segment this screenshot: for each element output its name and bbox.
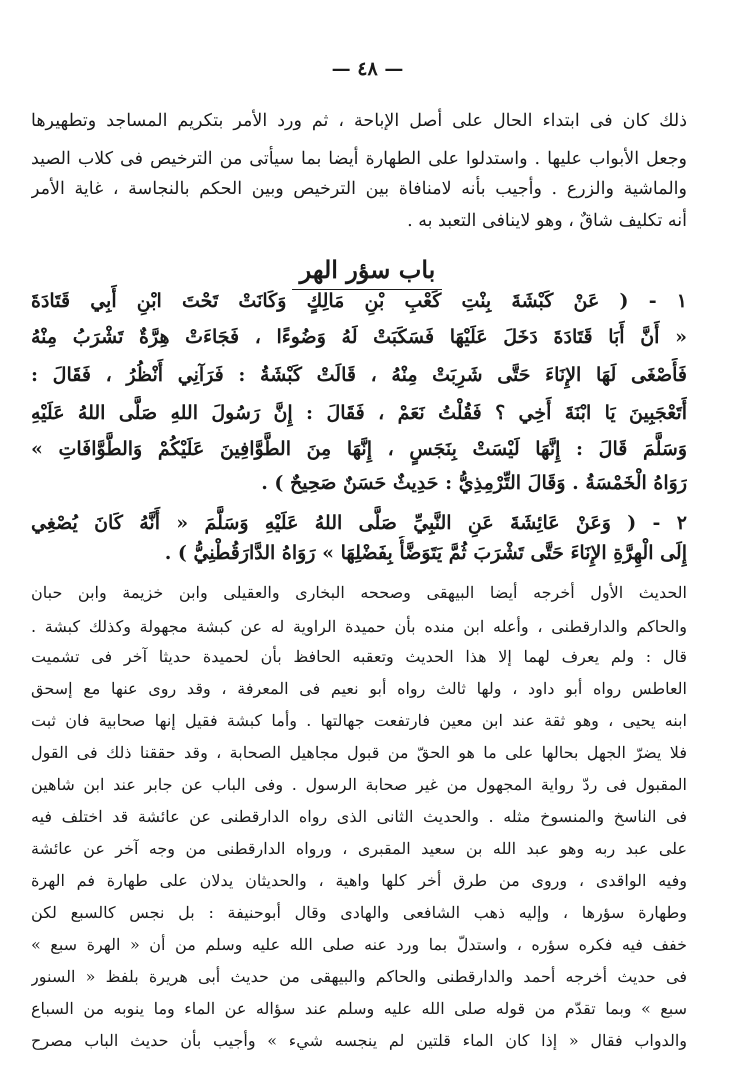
hadith-line: فَأَصْغَى لَهَا الإِنَاءَ حَتَّى شَرِبَتْ مِنْهُ ، قَالَتْ كَبْشَةُ : فَرَآنِي أَنْظُرُ ، فَقَالَ : bbox=[31, 364, 687, 386]
commentary-line: خفف فيه فكره سؤره ، واستدلّ بما ورد عنه صلى الله عليه وسلم من أن « الهرة سبع » bbox=[31, 935, 687, 954]
commentary-line: والحاكم والدارقطنى ، وأعله ابن منده بأن حميدة الراوية له عن كبشة مجهولة وكذلك كبشة . bbox=[31, 617, 687, 636]
commentary-line: فلا يضرّ الجهل بحالها على ما هو الحقّ من قبول مجاهيل الصحابة ، وقد حققنا ذلك فى القول bbox=[31, 743, 687, 762]
commentary-line: المقبول فى ردّ رواية المجهول من غير صحابة الرسول . وفى الباب عن جابر عند ابن شاهين bbox=[31, 775, 687, 794]
commentary-line: فى الناسخ والمنسوخ مثله . والحديث الثانى الذى رواه الدارقطنى عن عائشة قد اختلف فيه bbox=[31, 807, 687, 826]
hadith-line: رَوَاهُ الْخَمْسَةُ . وَقَالَ التِّرْمِذِيُّ : حَدِيثٌ حَسَنٌ صَحِيحٌ ) . bbox=[261, 472, 687, 494]
commentary-line: على عبد ربه وهو عبد الله بن سعيد المقبرى ، ورواه الدارقطنى من وجه آخر عن عائشة bbox=[31, 839, 687, 858]
intro-line: وجعل الأبواب عليها . واستدلوا على الطهارة أيضا بما سيأتى من الترخيص فى كلاب الصيد bbox=[31, 149, 687, 169]
commentary-line: وطهارة سؤرها ، وإليه ذهب الشافعى والهادى وقال أبوحنيفة : بل نجس كالسبع لكن bbox=[31, 903, 687, 922]
commentary-line: والدواب فقال « إذا كان الماء قلتين لم ينجسه شيء » وأجيب بأن حديث الباب مصرح bbox=[31, 1031, 687, 1050]
commentary-line: قال : ولم يعرف لهما إلا هذا الحديث وتعقبه الحافظ بأن لحميدة حديثا آخر فى تشميت bbox=[31, 647, 687, 666]
intro-line: أنه تكليف شاقٌ ، وهو لاينافى التعبد به . bbox=[407, 211, 687, 231]
commentary-line: الحديث الأول أخرجه أيضا البيهقى وصححه البخارى والعقيلى وابن خزيمة وابن حبان bbox=[31, 583, 687, 602]
commentary-line: ابنه يحيى ، وهو ثقة عند ابن معين فارتفعت جهالتها . وأما كبشة فقيل إنها صحابية فان ثبت bbox=[31, 711, 687, 730]
hadith-line: إِلَى الْهِرَّةِ الإِنَاءَ حَتَّى تَشْرَبَ ثُمَّ يَتَوَضَّأُ بِفَضْلِهَا » رَوَاهُ الدَّارَقُطْنِيُّ ) . bbox=[164, 542, 687, 564]
commentary-line: فى حديث أخرجه أحمد والدارقطنى والحاكم والبيهقى من حديث أبى هريرة بلفظ « السنور bbox=[31, 967, 687, 986]
intro-line: والماشية والزرع . وأجيب بأنه لامنافاة بين الترخيص وبين الحكم بالنجاسة ، غاية الأمر bbox=[31, 179, 687, 199]
commentary-line: وفيه الواقدى ، وروى من طرق أخر كلها واهية ، والحديثان يدلان على طهارة فم الهرة bbox=[31, 871, 687, 890]
hadith-line: « أَنَّ أَبَا قَتَادَةَ دَخَلَ عَلَيْهَا فَسَكَبَتْ لَهُ وَضُوءًا ، فَجَاءَتْ هِرَّةٌ تَشْرَبُ مِنْهُ bbox=[31, 326, 687, 348]
commentary-line: سبع » وبما تقدّم من قوله صلى الله عليه وسلم عند سؤاله عن الماء وما ينوبه من السباع bbox=[31, 999, 687, 1018]
hadith-line: وَسَلَّمَ قَالَ : إِنَّهَا لَيْسَتْ بِنَجَسٍ ، إِنَّهَا مِنَ الطَّوَّافِينَ عَلَيْكُمْ وَالطَّوَّافَاتِ » bbox=[31, 438, 687, 460]
intro-line: ذلك كان فى ابتداء الحال على أصل الإباحة ، ثم ورد الأمر بتكريم المساجد وتطهيرها bbox=[31, 111, 687, 131]
hadith-line: ١ - ( عَنْ كَبْشَةَ بِنْتِ كَعْبِ بْنِ مَالِكٍ وَكَانَتْ تَحْتَ ابْنِ أَبِي قَتَادَةَ bbox=[31, 290, 687, 312]
chapter-heading: باب سؤر الهر bbox=[299, 255, 436, 284]
commentary-line: العاطس رواه أبو داود ، ولها ثالث رواه أبو نعيم فى المعرفة ، وقد روى عنها مع إسحق bbox=[31, 679, 687, 698]
page-number: — ٤٨ — bbox=[331, 58, 404, 80]
hadith-line: ٢ - ( وَعَنْ عَائِشَةَ عَنِ النَّبِيِّ صَلَّى اللهُ عَلَيْهِ وَسَلَّمَ « أَنَّهُ كَانَ يُصْغِي bbox=[31, 512, 687, 534]
hadith-line: أَتَعْجَبِينَ يَا ابْنَةَ أَخِي ؟ فَقُلْتُ نَعَمْ ، فَقَالَ : إِنَّ رَسُولَ اللهِ صَلَّى اللهُ عَلَيْهِ bbox=[31, 402, 687, 424]
